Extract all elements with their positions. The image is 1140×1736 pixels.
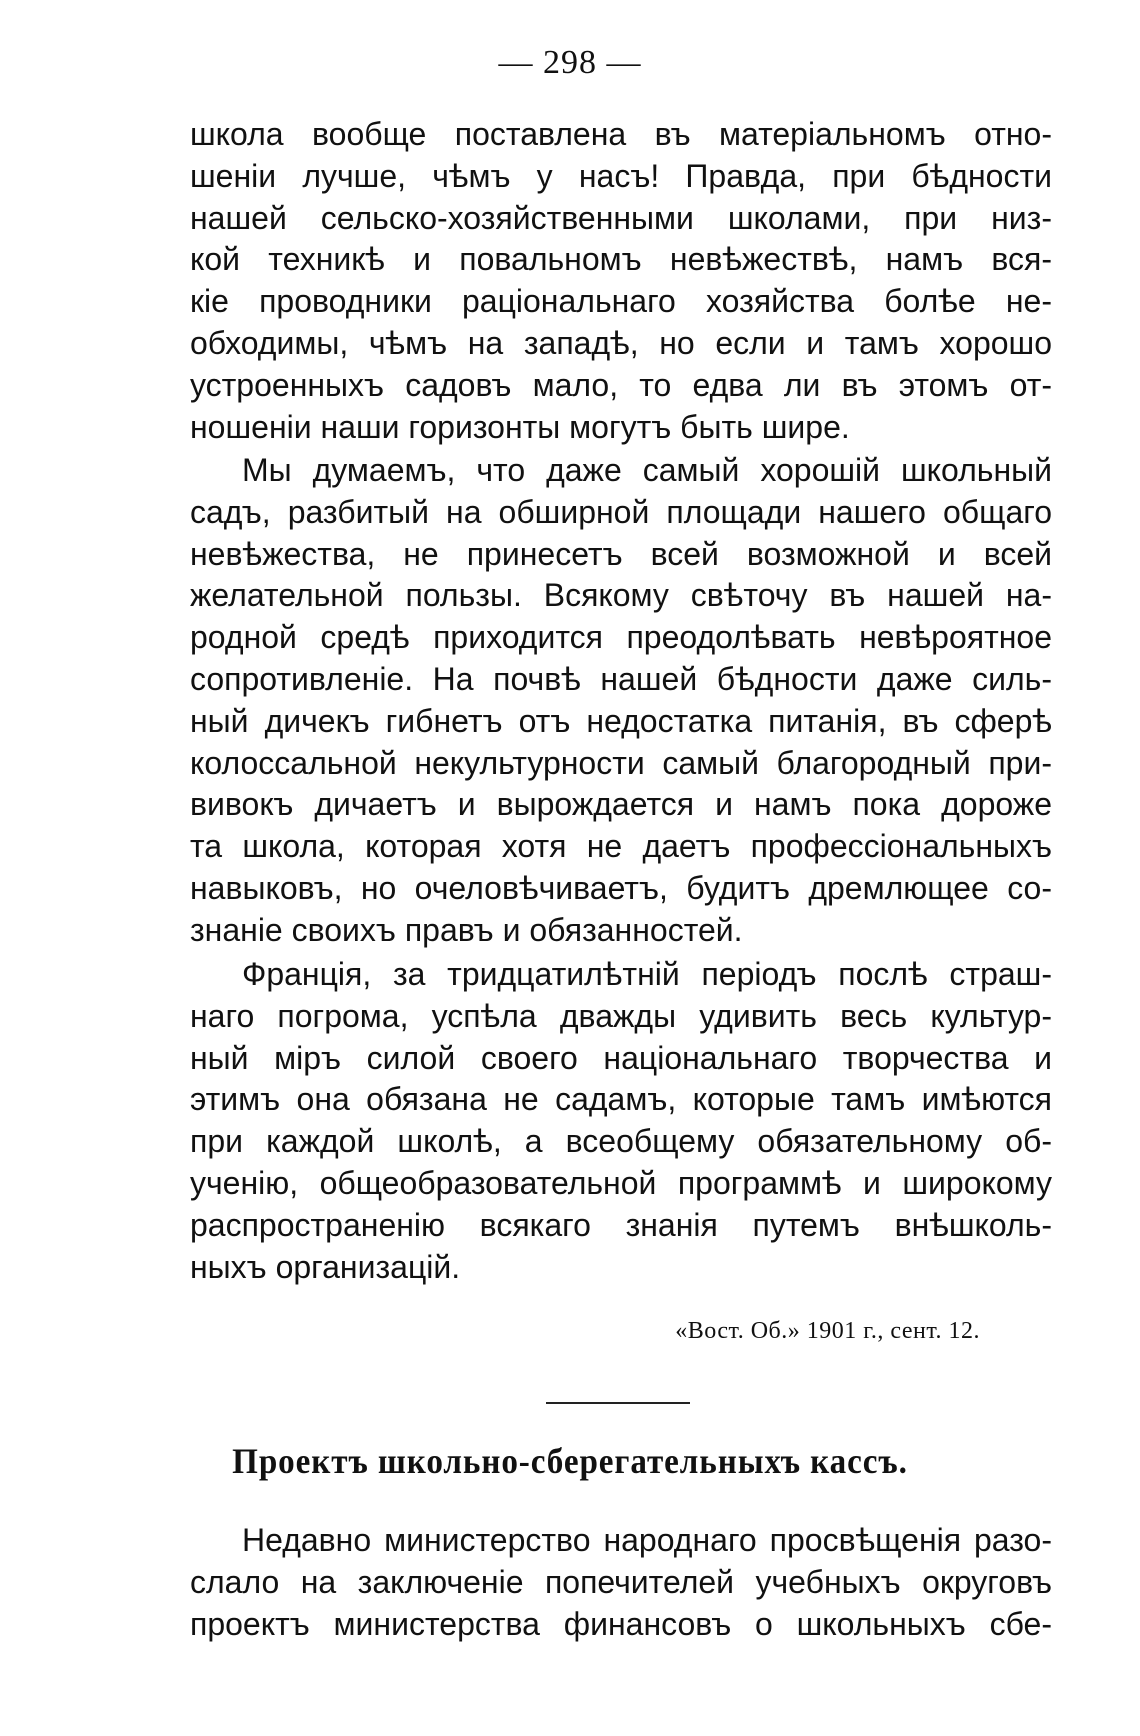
paragraph-4: [190, 1520, 1052, 1645]
paragraph-3: [190, 954, 1052, 1288]
text-line: обходимы, чѣмъ на западѣ, но если и тамъ хорошо: [190, 324, 1052, 361]
section-title: Проектъ школьно-сберегательныхъ кассъ.: [232, 1441, 908, 1481]
section-divider: [546, 1402, 690, 1404]
text-line: вивокъ дичаетъ и вырождается и намъ пока дороже: [190, 786, 1052, 823]
paragraph-2: [190, 450, 1052, 952]
text-line: распространенію всякаго знанія путемъ внѣшколь-: [190, 1206, 1052, 1243]
text-line: кіе проводники раціональнаго хозяйства болѣе не-: [190, 283, 1052, 320]
text-line: нашей сельско-хозяйственными школами, при низ-: [190, 199, 1052, 236]
text-line: садъ, разбитый на обширной площади нашего общаго: [190, 493, 1052, 530]
text-line: родной средѣ приходится преодолѣвать невѣроятное: [190, 619, 1052, 656]
source-citation: «Вост. Об.» 1901 г., сент. 12.: [675, 1318, 980, 1344]
text-line: кой техникѣ и повальномъ невѣжествѣ, намъ вся-: [190, 241, 1052, 278]
text-line: проектъ министерства финансовъ о школьныхъ сбе-: [190, 1605, 1052, 1642]
text-line: Мы думаемъ, что даже самый хорошій школьный: [242, 452, 1052, 488]
text-line: при каждой школѣ, а всеобщему обязательному об-: [190, 1123, 1052, 1160]
text-line: ученію, общеобразовательной программѣ и широкому: [190, 1164, 1052, 1201]
text-line: желательной пользы. Всякому свѣточу въ нашей на-: [190, 577, 1052, 614]
text-line: шеніи лучше, чѣмъ у насъ! Правда, при бѣдности: [190, 157, 1052, 194]
text-line: Недавно министерство народнаго просвѣщенія разо-: [242, 1522, 1052, 1558]
text-line: Францiя, за тридцатилѣтній періодъ послѣ страш-: [242, 956, 1052, 992]
text-line: ный міръ силой своего національнаго творчества и: [190, 1039, 1052, 1076]
text-line: колоссальной некультурности самый благородный при-: [190, 744, 1052, 781]
text-line: ношеніи наши горизонты могутъ быть шире.: [190, 408, 850, 445]
text-line: ныхъ организацій.: [190, 1248, 461, 1285]
paragraph-1: [190, 114, 1052, 448]
text-line: знаніе своихъ правъ и обязанностей.: [190, 911, 743, 948]
text-line: наго погрома, успѣла дважды удивить весь культур-: [190, 997, 1052, 1034]
page-number: — 298 —: [498, 44, 642, 81]
text-line: устроенныхъ садовъ мало, то едва ли въ этомъ от-: [190, 366, 1052, 403]
text-line: этимъ она обязана не садамъ, которые тамъ имѣются: [190, 1081, 1052, 1118]
text-line: школа вообще поставлена въ матеріальномъ отно-: [190, 116, 1052, 152]
text-line: навыковъ, но очеловѣчиваетъ, будитъ дремлющее со-: [190, 869, 1052, 906]
text-line: невѣжества, не принесетъ всей возможной и всей: [190, 535, 1052, 572]
text-line: сопротивленіе. На почвѣ нашей бѣдности даже силь-: [190, 660, 1052, 697]
text-line: ный дичекъ гибнетъ отъ недостатка питанія, въ сферѣ: [190, 702, 1052, 739]
text-line: та школа, которая хотя не даетъ профессіональныхъ: [190, 828, 1052, 865]
text-line: слало на заключеніе попечителей учебныхъ округовъ: [190, 1563, 1052, 1600]
